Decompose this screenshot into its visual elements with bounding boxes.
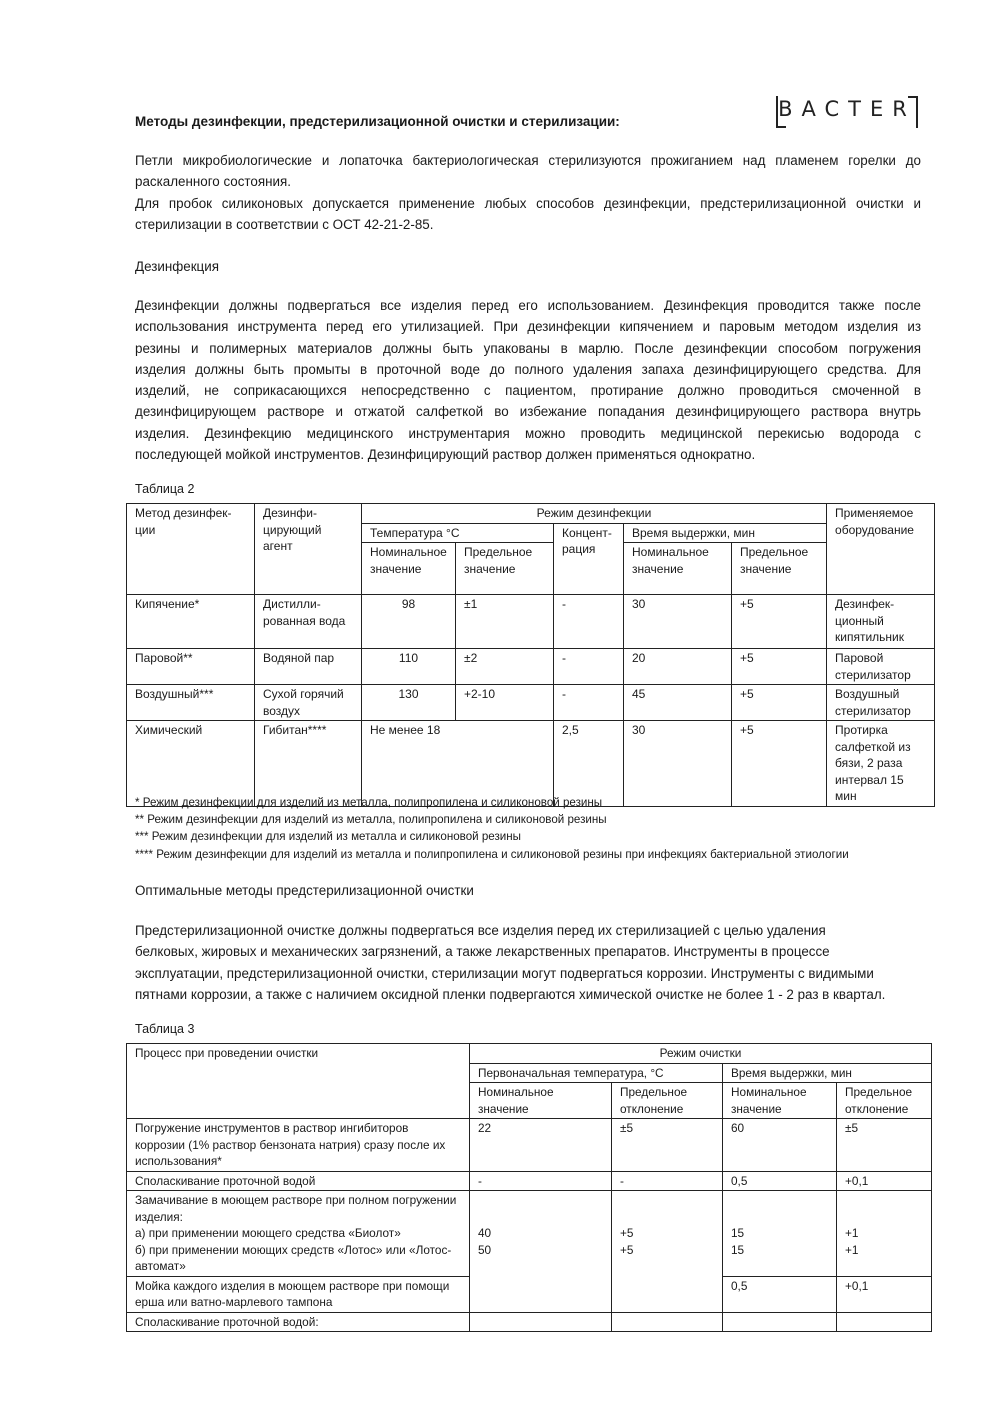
table-row bbox=[127, 685, 935, 721]
value: +1 bbox=[845, 1242, 859, 1257]
cell-equipment: Дезинфек-ционный кипятильник bbox=[827, 595, 935, 649]
text-line: пятнами коррозии, а также с наличием оксидной пленки подвергаются химической очистке не более 1 - 2 раз в квартал. bbox=[135, 986, 886, 1002]
cell-temp-limit: ±2 bbox=[456, 649, 554, 685]
cell-agent: Гибитан**** bbox=[255, 721, 362, 807]
header-time: Время выдержки, мин bbox=[723, 1063, 932, 1083]
section-heading-disinfection: Дезинфекция bbox=[135, 259, 219, 274]
value: 15 bbox=[731, 1242, 745, 1257]
table-row bbox=[127, 721, 935, 807]
header-mode: Режим дезинфекции bbox=[362, 504, 827, 524]
cell-temp-nominal: 98 bbox=[362, 595, 456, 649]
cell-temp-limit: ±1 bbox=[456, 595, 554, 649]
footnote: *** Режим дезинфекции для изделий из металла и силиконовой резины bbox=[135, 830, 522, 843]
table-row bbox=[127, 1312, 932, 1332]
table2-caption: Таблица 2 bbox=[135, 482, 195, 496]
intro-paragraph-2 bbox=[135, 193, 921, 236]
table-2 bbox=[126, 503, 935, 807]
table-row bbox=[127, 649, 935, 685]
text-line: Петли микробиологические и лопаточка бактериологическая стерилизуются прожиганием над пламенем горелки до bbox=[135, 153, 921, 168]
value: +5 bbox=[620, 1242, 634, 1257]
cell-process: Мойка каждого изделия в моющем растворе при помощи ерша или ватно-марлевого тампона bbox=[127, 1276, 470, 1312]
cell-temp-nominal: 130 bbox=[362, 685, 456, 721]
table-row bbox=[127, 1171, 932, 1191]
cell-conc: - bbox=[554, 649, 624, 685]
header-temp: Первоначальная температура, °С bbox=[470, 1063, 723, 1083]
text-line: изделия должны быть промыты в проточной воде до полного удаления запаха дезинфицирующего средства. Для bbox=[135, 361, 921, 377]
cell-empty bbox=[612, 1312, 723, 1332]
cell-temp-deviation bbox=[612, 1191, 723, 1313]
text-line: дезинфицирующем растворе и отжатой салфеткой во избежание попадания дезинфицирующего раствора внутрь bbox=[135, 404, 921, 420]
cell-time-nominal: 60 bbox=[723, 1119, 837, 1172]
header-temp-nominal: Номинальное значение bbox=[470, 1083, 612, 1119]
table-row bbox=[127, 595, 935, 649]
value: 50 bbox=[478, 1242, 492, 1257]
cell-time-deviation bbox=[837, 1191, 932, 1277]
cell-temp-limit: +2-10 bbox=[456, 685, 554, 721]
cell-time-limit: +5 bbox=[732, 721, 827, 807]
header-time-limit: Предельное значение bbox=[732, 543, 827, 595]
header-mode: Режим очистки bbox=[470, 1044, 932, 1064]
cell-temp-nominal: 22 bbox=[470, 1119, 612, 1172]
text-line: белковых, жировых и механических загрязнений, а также лекарственных препаратов. Инструменты в процессе bbox=[135, 944, 830, 960]
footnote: ** Режим дезинфекции для изделий из металла, полипропилена и силиконовой резины bbox=[135, 813, 607, 826]
text-line: изделия. Дезинфекцию медицинского инструментария можно проводить медицинской перекисью водорода с bbox=[135, 425, 921, 441]
table-row bbox=[127, 1191, 932, 1277]
cell-time-nominal bbox=[723, 1191, 837, 1277]
text-line: использования инструмента перед его утилизацией. При дезинфекции кипячением и паровым методом изделия из bbox=[135, 319, 921, 335]
header-method: Метод дезинфек-ции bbox=[127, 504, 255, 595]
value: +5 bbox=[620, 1226, 634, 1240]
cell-conc: - bbox=[554, 595, 624, 649]
cell-process: Споласкивание проточной водой: bbox=[127, 1312, 470, 1332]
text-line: последующей мойкой инструментов. Дезинфицирующий раствор должен применяться однократно. bbox=[135, 447, 756, 463]
cell-process bbox=[127, 1191, 470, 1277]
cell-equipment: Воздушный стерилизатор bbox=[827, 685, 935, 721]
cell-time-limit: +5 bbox=[732, 685, 827, 721]
cell-equipment: Протирка салфеткой из бязи, 2 раза интервал 15 мин bbox=[827, 721, 935, 807]
cell-agent: Сухой горячий воздух bbox=[255, 685, 362, 721]
cell-temp-nominal: 110 bbox=[362, 649, 456, 685]
table-row bbox=[127, 1119, 932, 1172]
cell-time-nominal: 30 bbox=[624, 595, 732, 649]
cell-agent: Дистилли-рованная вода bbox=[255, 595, 362, 649]
cell-empty bbox=[470, 1312, 612, 1332]
cell-method: Паровой** bbox=[127, 649, 255, 685]
cell-time-nominal: 20 bbox=[624, 649, 732, 685]
value: +1 bbox=[845, 1226, 859, 1240]
header-time-nominal: Номинальное значение bbox=[624, 543, 732, 595]
cell-process: Погружение инструментов в раствор ингибиторов коррозии (1% раствор бензоната натрия) сразу после их использования* bbox=[127, 1119, 470, 1172]
cell-conc: 2,5 bbox=[554, 721, 624, 807]
cell-process: Споласкивание проточной водой bbox=[127, 1171, 470, 1191]
header-time-deviation: Предельное отклонение bbox=[837, 1083, 932, 1119]
text-line: изделий, не соприкасающихся непосредственно с пациентом, протирание должно проводиться смоченной в bbox=[135, 383, 921, 399]
cell-time-nominal: 30 bbox=[624, 721, 732, 807]
header-agent: Дезинфи-цирующий агент bbox=[255, 504, 362, 595]
cell-temp-deviation: ±5 bbox=[612, 1119, 723, 1172]
value: 15 bbox=[731, 1226, 745, 1240]
text-line: Для пробок силиконовых допускается применение любых способов дезинфекции, предстерилизационной очистки и bbox=[135, 196, 921, 211]
header-time: Время выдержки, мин bbox=[624, 523, 827, 543]
cell-time-deviation: +0,1 bbox=[837, 1276, 932, 1312]
footnote: * Режим дезинфекции для изделий из металла, полипропилена и силиконовой резины bbox=[135, 796, 603, 809]
cell-method: Химический bbox=[127, 721, 255, 807]
text-line: Дезинфекции должны подвергаться все изделия перед его использованием. Дезинфекция проводится также после bbox=[135, 298, 921, 313]
cell-time-nominal: 0,5 bbox=[723, 1276, 837, 1312]
header-time-nominal: Номинальное значение bbox=[723, 1083, 837, 1119]
page-title: Методы дезинфекции, предстерилизационной очистки и стерилизации: bbox=[135, 114, 620, 129]
header-process: Процесс при проведении очистки bbox=[127, 1044, 470, 1119]
text-line: раскаленного состояния. bbox=[135, 174, 291, 190]
process-line: а) при применении моющего средства «Биолот» bbox=[135, 1226, 401, 1240]
header-temp-nominal: Номинальное значение bbox=[362, 543, 456, 595]
process-line: б) при применении моющих средств «Лотос» или «Лотос-автомат» bbox=[135, 1242, 452, 1273]
cleaning-paragraph bbox=[135, 920, 921, 1005]
cell-conc: - bbox=[554, 685, 624, 721]
text-line: стерилизации в соответствии с ОСТ 42-21-2-85. bbox=[135, 217, 434, 233]
cell-method: Воздушный*** bbox=[127, 685, 255, 721]
section-heading-cleaning: Оптимальные методы предстерилизационной очистки bbox=[135, 883, 474, 898]
text-line: Предстерилизационной очистке должны подвергаться все изделия перед их стерилизацией с целью удаления bbox=[135, 923, 826, 938]
header-temp: Температура °С bbox=[362, 523, 554, 543]
header-temp-limit: Предельное значение bbox=[456, 543, 554, 595]
text-line: эксплуатации, предстерилизационной очистки, стерилизации могут подвергаться коррозии. Инструменты с видимыми bbox=[135, 965, 874, 981]
header-temp-deviation: Предельное отклонение bbox=[612, 1083, 723, 1119]
cell-time-limit: +5 bbox=[732, 649, 827, 685]
text-line: резины и полимерных материалов должны быть упакованы в марлю. После дезинфекции способом погружения bbox=[135, 340, 921, 356]
cell-time-nominal: 45 bbox=[624, 685, 732, 721]
header-equipment: Применяемое оборудование bbox=[827, 504, 935, 595]
footnote: **** Режим дезинфекции для изделий из металла и полипропилена и силиконовой резины при инфекциях бактериальной этиологии bbox=[135, 848, 849, 861]
cell-time-limit: +5 bbox=[732, 595, 827, 649]
cell-empty bbox=[837, 1312, 932, 1332]
disinfection-paragraph bbox=[135, 295, 921, 465]
cell-temp-nominal bbox=[470, 1191, 612, 1313]
cell-equipment: Паровой стерилизатор bbox=[827, 649, 935, 685]
header-conc: Концент-рация bbox=[554, 523, 624, 595]
cell-temp-nominal: - bbox=[470, 1171, 612, 1191]
process-line: Замачивание в моющем растворе при полном погружении изделия: bbox=[135, 1193, 457, 1224]
value: 40 bbox=[478, 1226, 492, 1240]
cell-agent: Водяной пар bbox=[255, 649, 362, 685]
table3-caption: Таблица 3 bbox=[135, 1022, 195, 1036]
cell-empty bbox=[723, 1312, 837, 1332]
cell-time-deviation: +0,1 bbox=[837, 1171, 932, 1191]
cell-temp-deviation: - bbox=[612, 1171, 723, 1191]
table-3 bbox=[126, 1043, 932, 1332]
cell-time-nominal: 0,5 bbox=[723, 1171, 837, 1191]
bacter-logo: BACTER bbox=[776, 96, 918, 122]
cell-method: Кипячение* bbox=[127, 595, 255, 649]
cell-temp: Не менее 18 bbox=[362, 721, 554, 807]
intro-paragraph-1 bbox=[135, 150, 921, 193]
cell-time-deviation: ±5 bbox=[837, 1119, 932, 1172]
